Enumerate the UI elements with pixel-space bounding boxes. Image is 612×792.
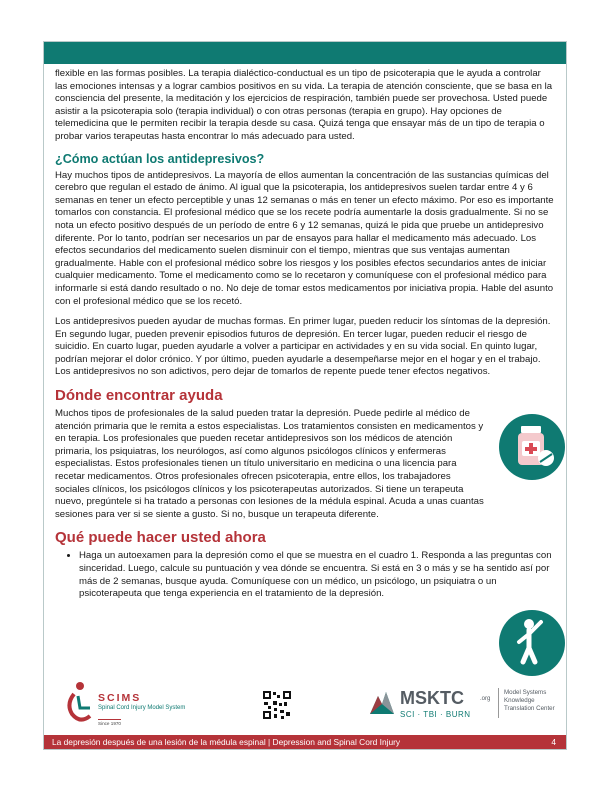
section-heading-action: Qué puede hacer usted ahora	[55, 529, 266, 547]
footer-title: La depresión después de una lesión de la médula espinal | Depression and Spinal Cord Injury	[52, 737, 401, 747]
scims-title: SCIMS	[98, 692, 142, 704]
msktc-org: .org	[480, 696, 491, 702]
help-paragraph: Muchos tipos de profesionales de la salud pueden tratar la depresión. Puede pedirle al médico de atención primaria que le remita a estos especialistas. Los tratamientos consisten en medicamentos y en terapia. Los profesionales que pueden recetar antidepresivos son los médicos de atención primaria, los psiquiatras, los neurólogos, así como algunos psicólogos clínicos y enfermeras especialistas. Estos profesionales tienen un título universitario en medicina o una licencia para recetar medicamentos. Otros profesionales ofrecen psicoterapia, entre ellos, los trabajadores sociales clínicos, los psicólogos clínicos y los psicoterapeutas autorizados. Si tiene un terapeuta nuevo, pregúntele si ha tratado a personas con lesiones de la médula espinal. Acuda a unas cuantas sesiones para ver si se siente a gusto. Si no, busque un terapeuta diferente.	[55, 408, 484, 520]
msktc-tags: SCI · TBI · BURN	[400, 710, 471, 719]
msktc-title: MSKTC	[400, 688, 464, 708]
medication-icon	[499, 414, 565, 480]
page-number: 4	[551, 737, 556, 747]
intro-paragraph: flexible en las formas posibles. La terapia dialéctico-conductual es un tipo de psicoterapia que le ayuda a controlar las emociones intensas y a lograr cambios positivos en su vida. La terapia de atención consciente, que se basa en la consciencia del presente, la meditación y los ejercicios de respiración, también puede ser provechosa. Usted puede asistir a la psicoterapia solo (terapia individual) o con otras personas (terapia en grupo). Hay opciones de telemedicina que le permiten recibir la terapia desde su casa. Quizá tenga que ensayar más de un tipo de terapia o probar varios terapeutas hasta encontrar lo más adecuado para usted.	[55, 68, 553, 142]
page	[43, 41, 567, 750]
footer-bar	[44, 735, 566, 749]
header-bar	[44, 42, 566, 64]
msktc-logo-mark	[366, 686, 398, 718]
action-list	[55, 550, 555, 600]
section-heading-antidepressants: ¿Cómo actúan los antidepresivos?	[55, 151, 265, 166]
person-exercise-icon	[499, 610, 565, 676]
scims-logo	[62, 678, 212, 730]
section-heading-help: Dónde encontrar ayuda	[55, 387, 223, 405]
qr-code-icon	[262, 690, 292, 720]
msktc-divider	[498, 688, 499, 718]
antidepressants-paragraph-2: Los antidepresivos pueden ayudar de muchas formas. En primer lugar, pueden reducir los síntomas de la depresión. En segundo lugar, pueden prevenir episodios futuros de depresión. En tercer lugar, pueden reducir el riesgo de suicidio. En cuarto lugar, pueden ayudarle a volver a participar en actividades y en su vida social. En quinto lugar, podrían mejorar el dolor crónico. Y por último, pueden ayudarle a desempeñarse mejor en el hogar y en el trabajo. Los antidepresivos no son adictivos, pero dejar de tomarlos de repente puede tener efectos negativos.	[55, 316, 551, 378]
msktc-description: Model Systems Knowledge Translation Center	[504, 689, 555, 712]
scims-subtitle: Spinal Cord Injury Model System	[98, 705, 186, 711]
footer-logos	[44, 678, 566, 730]
scims-since: Since 1970	[98, 721, 121, 726]
scims-logo-mark	[62, 678, 96, 726]
msktc-logo	[366, 686, 561, 726]
antidepressants-paragraph-1: Hay muchos tipos de antidepresivos. La mayoría de ellos aumentan la concentración de las sustancias químicas del cerebro que regulan el estado de ánimo. Al igual que la psicoterapia, los antidepresivos suelen tardar entre 4 y 6 semanas en tener un efecto perceptible y unas 12 semanas o más en tener un efecto máximo. Por eso es importante tomarlos con constancia. El profesional médico que se los recete podría aumentarle la dosis gradualmente. Si no se nota un efecto positivo después de un período de entre 6 y 12 semanas, quizá le pida que pruebe un antidepresivo diferente. Por lo tanto, podrían ser necesarios un par de ensayos para hallar el medicamento más adecuado. Los efectos secundarios del medicamento suelen disminuir con el tiempo, mientras que sus ventajas aumentan gradualmente. Hable con el profesional médico sobre los riesgos y los posibles efectos secundarios antes de iniciar cualquier medicamento. Tome el medicamento como se lo recetaron y comuníquese con el profesional médico para informarle si está dando resultado o no. No deje de tomar estos medicamentos por iniciativa propia. Hable del asunto con el profesional médico que se los recetó.	[55, 169, 554, 307]
main-content	[55, 68, 555, 601]
list-item: • Haga un autoexamen para la depresión como el que se muestra en el cuadro 1. Responda a las preguntas con sinceridad. Luego, calcule su puntuación y vea dónde se encuentra. Si está en 3 o más y se ha sentido así por más de 2 semanas, busque ayuda. Comuníquese con un médico, un psicólogo, un psiquiatra o un psicoterapeuta que tenga experiencia en el tratamiento de la depresión.	[79, 550, 555, 600]
